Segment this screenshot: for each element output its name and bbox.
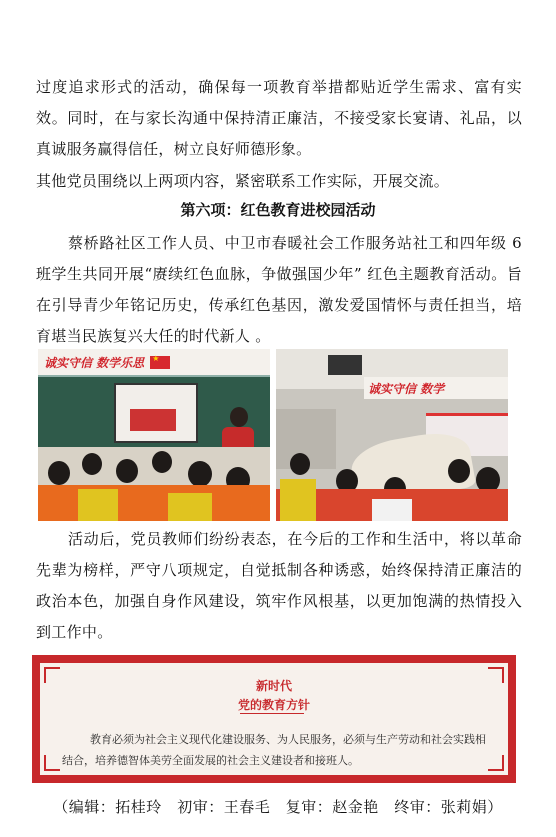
student-uniform — [280, 479, 316, 521]
education-policy-card — [32, 655, 516, 783]
student-head — [48, 461, 70, 485]
student-uniform — [372, 499, 412, 521]
banner-text-2: 诚实守信 数学 — [368, 381, 445, 396]
card-title-secondary: 党的教育方针 — [237, 698, 310, 712]
student-head — [188, 461, 212, 487]
paragraph-2: 其他党员围绕以上两项内容，紧密联系工作实际，开展交流。 — [36, 172, 450, 190]
card-title-divider — [240, 713, 304, 714]
student-uniform — [78, 489, 118, 521]
teacher-figure — [230, 407, 248, 427]
card-inner — [40, 663, 508, 775]
card-corner-decoration — [44, 755, 60, 771]
flag-icon — [150, 356, 170, 369]
paragraph-4: 活动后，党员教师们纷纷表态，在今后的工作和生活中，将以革命先辈为榜样，严守八项规定，自觉抵制各种诱惑，始终保持清正廉洁的政治本色，加强自身作风建设，筑牢作风根基，以更加饱满的热情投入到工作中。 — [36, 530, 522, 641]
paragraph-1: 过度追求形式的活动，确保每一项教育举措都贴近学生需求、富有实效。同时，在与家长沟通中保持清正廉洁，不接受家长宴请、礼品，以真诚服务赢得信任，树立良好师德形象。 — [36, 78, 522, 158]
section-heading: 第六项：红色教育进校园活动 — [180, 201, 376, 219]
wall-speaker — [328, 355, 362, 375]
student-uniform — [168, 493, 212, 521]
students-uniforms — [38, 485, 270, 521]
screen-image — [130, 409, 176, 431]
banner-text-1: 诚实守信 数学乐思 — [44, 355, 145, 370]
student-head — [116, 459, 138, 483]
classroom-photo-2 — [276, 349, 508, 521]
card-corner-decoration — [488, 755, 504, 771]
editor-credits: （编辑：拓桂玲 初审：王春毛 复审：赵金艳 终审：张莉娟） — [53, 798, 503, 816]
student-head — [448, 459, 470, 483]
paragraph-3: 蔡桥路社区工作人员、中卫市春暖社会工作服务站社工和四年级 6 班学生共同开展“赓续红色血脉，争做强国少年” 红色主题教育活动。旨在引导青少年铭记历史，传承红色基因，激发爱国情怀与责任担当，培育堪当民族复兴大任的时代新人 。 — [36, 234, 522, 345]
classroom-banner-1 — [38, 349, 270, 375]
classroom-photo-1 — [38, 349, 270, 521]
card-body-text: 教育必须为社会主义现代化建设服务、为人民服务，必须与生产劳动和社会实践相结合，培养德智体美劳全面发展的社会主义建设者和接班人。 — [62, 733, 486, 767]
student-head — [152, 451, 172, 473]
student-head — [290, 453, 310, 475]
classroom-banner-2 — [364, 377, 508, 399]
card-title-primary: 新时代 — [255, 679, 292, 693]
student-head — [82, 453, 102, 475]
